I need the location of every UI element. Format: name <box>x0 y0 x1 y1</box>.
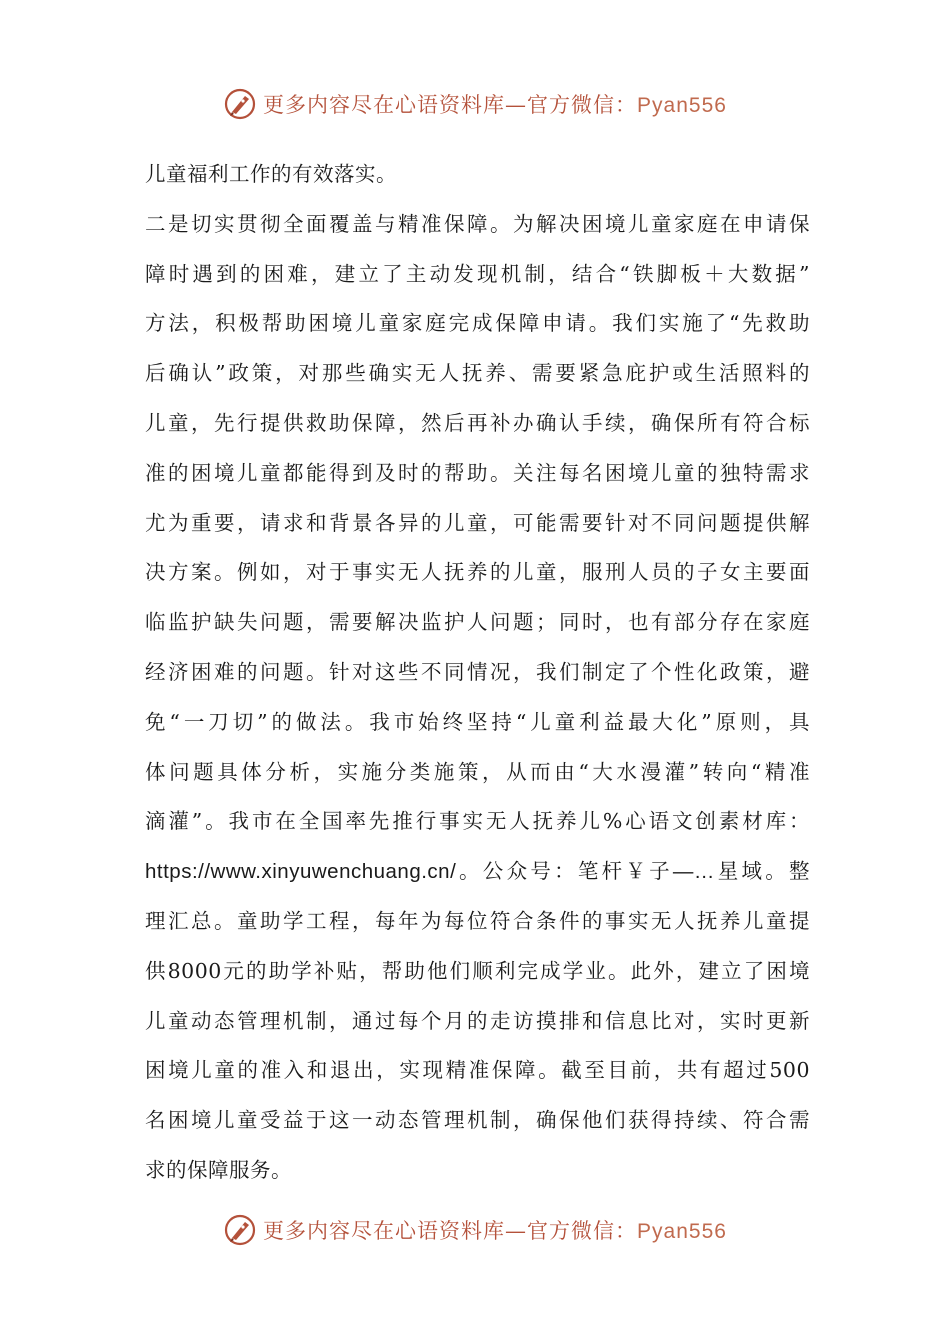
text-line: 方法，积极帮助困境儿童家庭完成保障申请。我们实施了“先救助 <box>145 311 810 336</box>
wechat-id: Pyan556 <box>637 94 727 117</box>
document-body <box>145 150 810 1196</box>
text-line: 决方案。例如，对于事实无人抚养的儿童，服刑人员的子女主要面 <box>145 560 810 585</box>
text-line: 经济困难的问题。针对这些不同情况，我们制定了个性化政策，避 <box>145 659 810 684</box>
text-line: 供8000元的助学补贴，帮助他们顺利完成学业。此外，建立了困境 <box>145 958 810 983</box>
text-line: 临监护缺失问题，需要解决监护人问题；同时，也有部分存在家庭 <box>145 610 810 635</box>
text-line: 理汇总。童助学工程，每年为每位符合条件的事实无人抚养儿童提 <box>145 908 810 933</box>
text-line: 障时遇到的困难，建立了主动发现机制，结合“铁脚板＋大数据” <box>145 261 810 286</box>
banner-text: 更多内容尽在心语资料库—官方微信：Pyan556 <box>263 93 727 117</box>
pen-nib-icon <box>223 87 257 121</box>
wechat-id: Pyan556 <box>637 1220 727 1243</box>
text-line: 儿童福利工作的有效落实。 <box>145 162 397 186</box>
text-line: 体问题具体分析，实施分类施策，从而由“大水漫灌”转向“精准 <box>145 759 810 784</box>
text-line: 免“一刀切”的做法。我市始终坚持“儿童利益最大化”原则，具 <box>145 709 810 734</box>
header-banner <box>0 82 950 126</box>
text-line: 后确认”政策，对那些确实无人抚养、需要紧急庇护或生活照料的 <box>145 361 810 386</box>
banner-text: 更多内容尽在心语资料库—官方微信：Pyan556 <box>263 1219 727 1243</box>
text-line: 困境儿童的准入和退出，实现精准保障。截至目前，共有超过500 <box>145 1058 810 1083</box>
pen-nib-icon <box>223 1213 257 1247</box>
text-line: 儿童动态管理机制，通过每个月的走访摸排和信息比对，实时更新 <box>145 1008 810 1033</box>
text-line: 尤为重要，请求和背景各异的儿童，可能需要针对不同问题提供解 <box>145 510 810 535</box>
text-line: 二是切实贯彻全面覆盖与精准保障。为解决困境儿童家庭在申请保 <box>145 211 810 236</box>
text-line: 滴灌”。我市在全国率先推行事实无人抚养儿%心语文创素材库： <box>145 809 810 834</box>
text-line: https://www.xinyuwenchuang.cn/。公众号：笔杆￥子—…星域。整 <box>145 860 810 884</box>
text-line: 准的困境儿童都能得到及时的帮助。关注每名困境儿童的独特需求 <box>145 460 810 485</box>
text-line: 名困境儿童受益于这一动态管理机制，确保他们获得持续、符合需 <box>145 1108 810 1133</box>
text-line: 儿童，先行提供救助保障，然后再补办确认手续，确保所有符合标 <box>145 410 810 435</box>
footer-banner <box>0 1208 950 1252</box>
text-line: 求的保障服务。 <box>145 1157 292 1182</box>
